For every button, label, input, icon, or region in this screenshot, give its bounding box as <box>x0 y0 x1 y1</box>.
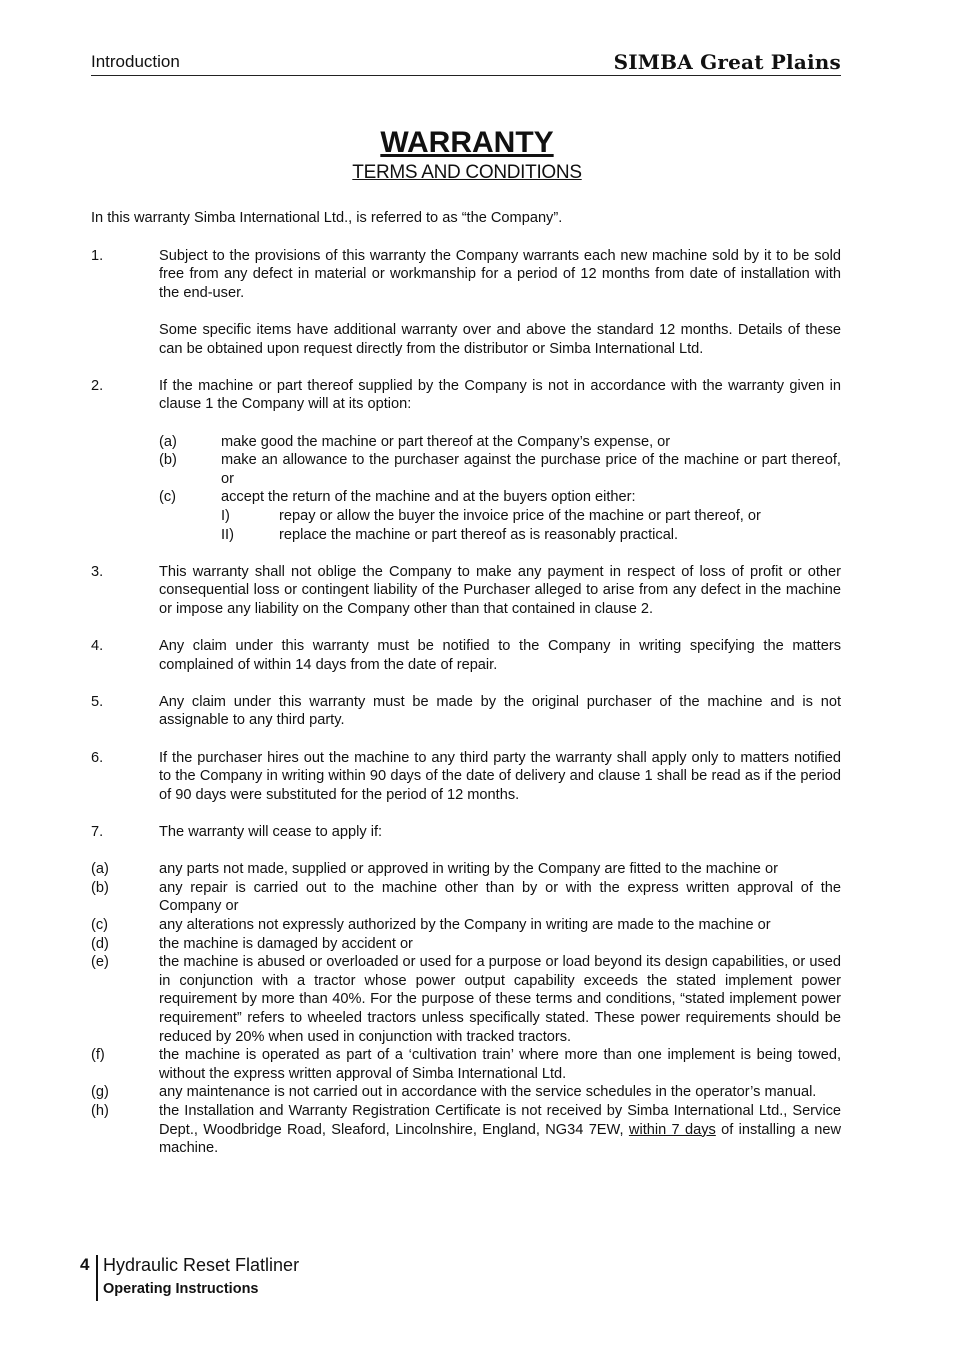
intro-paragraph: In this warranty Simba International Ltd., is referred to as “the Company”. <box>91 210 563 226</box>
cease-conditions <box>91 860 841 1158</box>
clause-3 <box>91 563 841 619</box>
clause-1 <box>91 247 841 359</box>
condition-b: (b) any repair is carried out to the machine other than by or with the express written approval of the Company or <box>91 879 841 915</box>
clause-4 <box>91 637 841 674</box>
warranty-body <box>91 209 841 1158</box>
page-subtitle: TERMS AND CONDITIONS <box>352 162 582 183</box>
clause-text: This warranty shall not oblige the Company to make any payment in respect of loss of profit or other consequential loss or contingent liability of the Purchaser alleged to arise from any defect in the machine or impose any liability on the Company other than that contained in clause 2. <box>159 563 841 617</box>
clause-text: Any claim under this warranty must be notified to the Company in writing specifying the matters complained of within 14 days from the date of repair. <box>159 638 841 673</box>
deadline-underlined: within 7 days <box>628 1121 716 1138</box>
clause-text: Any claim under this warranty must be made by the original purchaser of the machine and is not assignable to any third party. <box>159 693 841 729</box>
brand-logo: SIMBA Great Plains <box>613 50 841 74</box>
clause-number: 3. <box>91 563 104 580</box>
clause-6 <box>91 749 841 805</box>
option-b: (b) make an allowance to the purchaser against the purchase price of the machine or part thereof, or <box>159 452 841 487</box>
clause-text: If the purchaser hires out the machine to any third party the warranty shall apply only to matters notified to the Company in writing within 90 days of the date of delivery and clause 1 shall be read as if the period of 90 days were substituted for the period of 12 months. <box>159 749 841 803</box>
option-c-ii: II) replace the machine or part thereof as is reasonably practical. <box>221 526 679 543</box>
clause-options <box>159 433 841 545</box>
condition-e: (e) the machine is abused or overloaded or used for a purpose or load beyond its design capabilities, or used in conjunction with a tractor whose power output capability exceeds the stated implement power requirement by more than 40%. For the purpose of these terms and conditions, “stated implement power requirement” refers to wheeled tractors unless specifically stated. These power requirements should be reduced by 20% when used in conjunction with tracked tractors. <box>91 954 841 1045</box>
header-divider <box>91 75 841 76</box>
condition-a: (a) any parts not made, supplied or approved in writing by the Company are fitted to the machine or <box>91 861 778 878</box>
clause-2 <box>91 377 841 544</box>
footer-doc-type: Operating Instructions <box>103 1281 259 1297</box>
clause-7 <box>91 823 841 842</box>
clause-number: 6. <box>91 749 104 766</box>
option-c-i: I) repay or allow the buyer the invoice price of the machine or part thereof, or <box>221 507 761 524</box>
clause-text-extra: Some specific items have additional warranty over and above the standard 12 months. Details of these can be obtained upon request directly from the distributor or Simba International Ltd. <box>159 321 841 357</box>
condition-d: (d) the machine is damaged by accident or <box>91 935 413 952</box>
option-c: (c) accept the return of the machine and at the buyers option either: <box>159 489 636 506</box>
page-number: 4 <box>80 1255 90 1274</box>
condition-f: (f) the machine is operated as part of a ‘cultivation train’ where more than one implement is being towed, without the express written approval of Simba International Ltd. <box>91 1047 841 1082</box>
page-title: WARRANTY <box>380 126 554 159</box>
clause-text: Subject to the provisions of this warranty the Company warrants each new machine sold by it to be sold free from any defect in material or workmanship for a period of 12 months from date of installation with the end-user. <box>159 247 841 301</box>
header-section: Introduction <box>91 52 180 71</box>
condition-g: (g) any maintenance is not carried out in accordance with the service schedules in the operator’s manual. <box>91 1084 817 1101</box>
condition-h: (h) the Installation and Warranty Registration Certificate is not received by Simba International Ltd., Service Dept., Woodbridge Road, Sleaford, Lincolnshire, England, NG34 7EW, within 7 days of installing a new machine. <box>91 1102 841 1157</box>
footer-divider <box>96 1255 98 1301</box>
clause-number: 5. <box>91 693 104 710</box>
footer-product: Hydraulic Reset Flatliner <box>103 1255 300 1275</box>
option-a: (a) make good the machine or part thereof at the Company’s expense, or <box>159 433 671 450</box>
clause-number: 2. <box>91 377 104 394</box>
condition-c: (c) any alterations not expressly authorized by the Company in writing are made to the machine or <box>91 916 771 933</box>
clause-number: 7. <box>91 824 104 840</box>
clause-number: 4. <box>91 638 104 655</box>
clause-number: 1. <box>91 247 104 264</box>
clause-text: If the machine or part thereof supplied by the Company is not in accordance with the warranty given in clause 1 the Company will at its option: <box>159 377 841 413</box>
clause-text: The warranty will cease to apply if: <box>159 824 383 840</box>
clause-5 <box>91 693 841 730</box>
